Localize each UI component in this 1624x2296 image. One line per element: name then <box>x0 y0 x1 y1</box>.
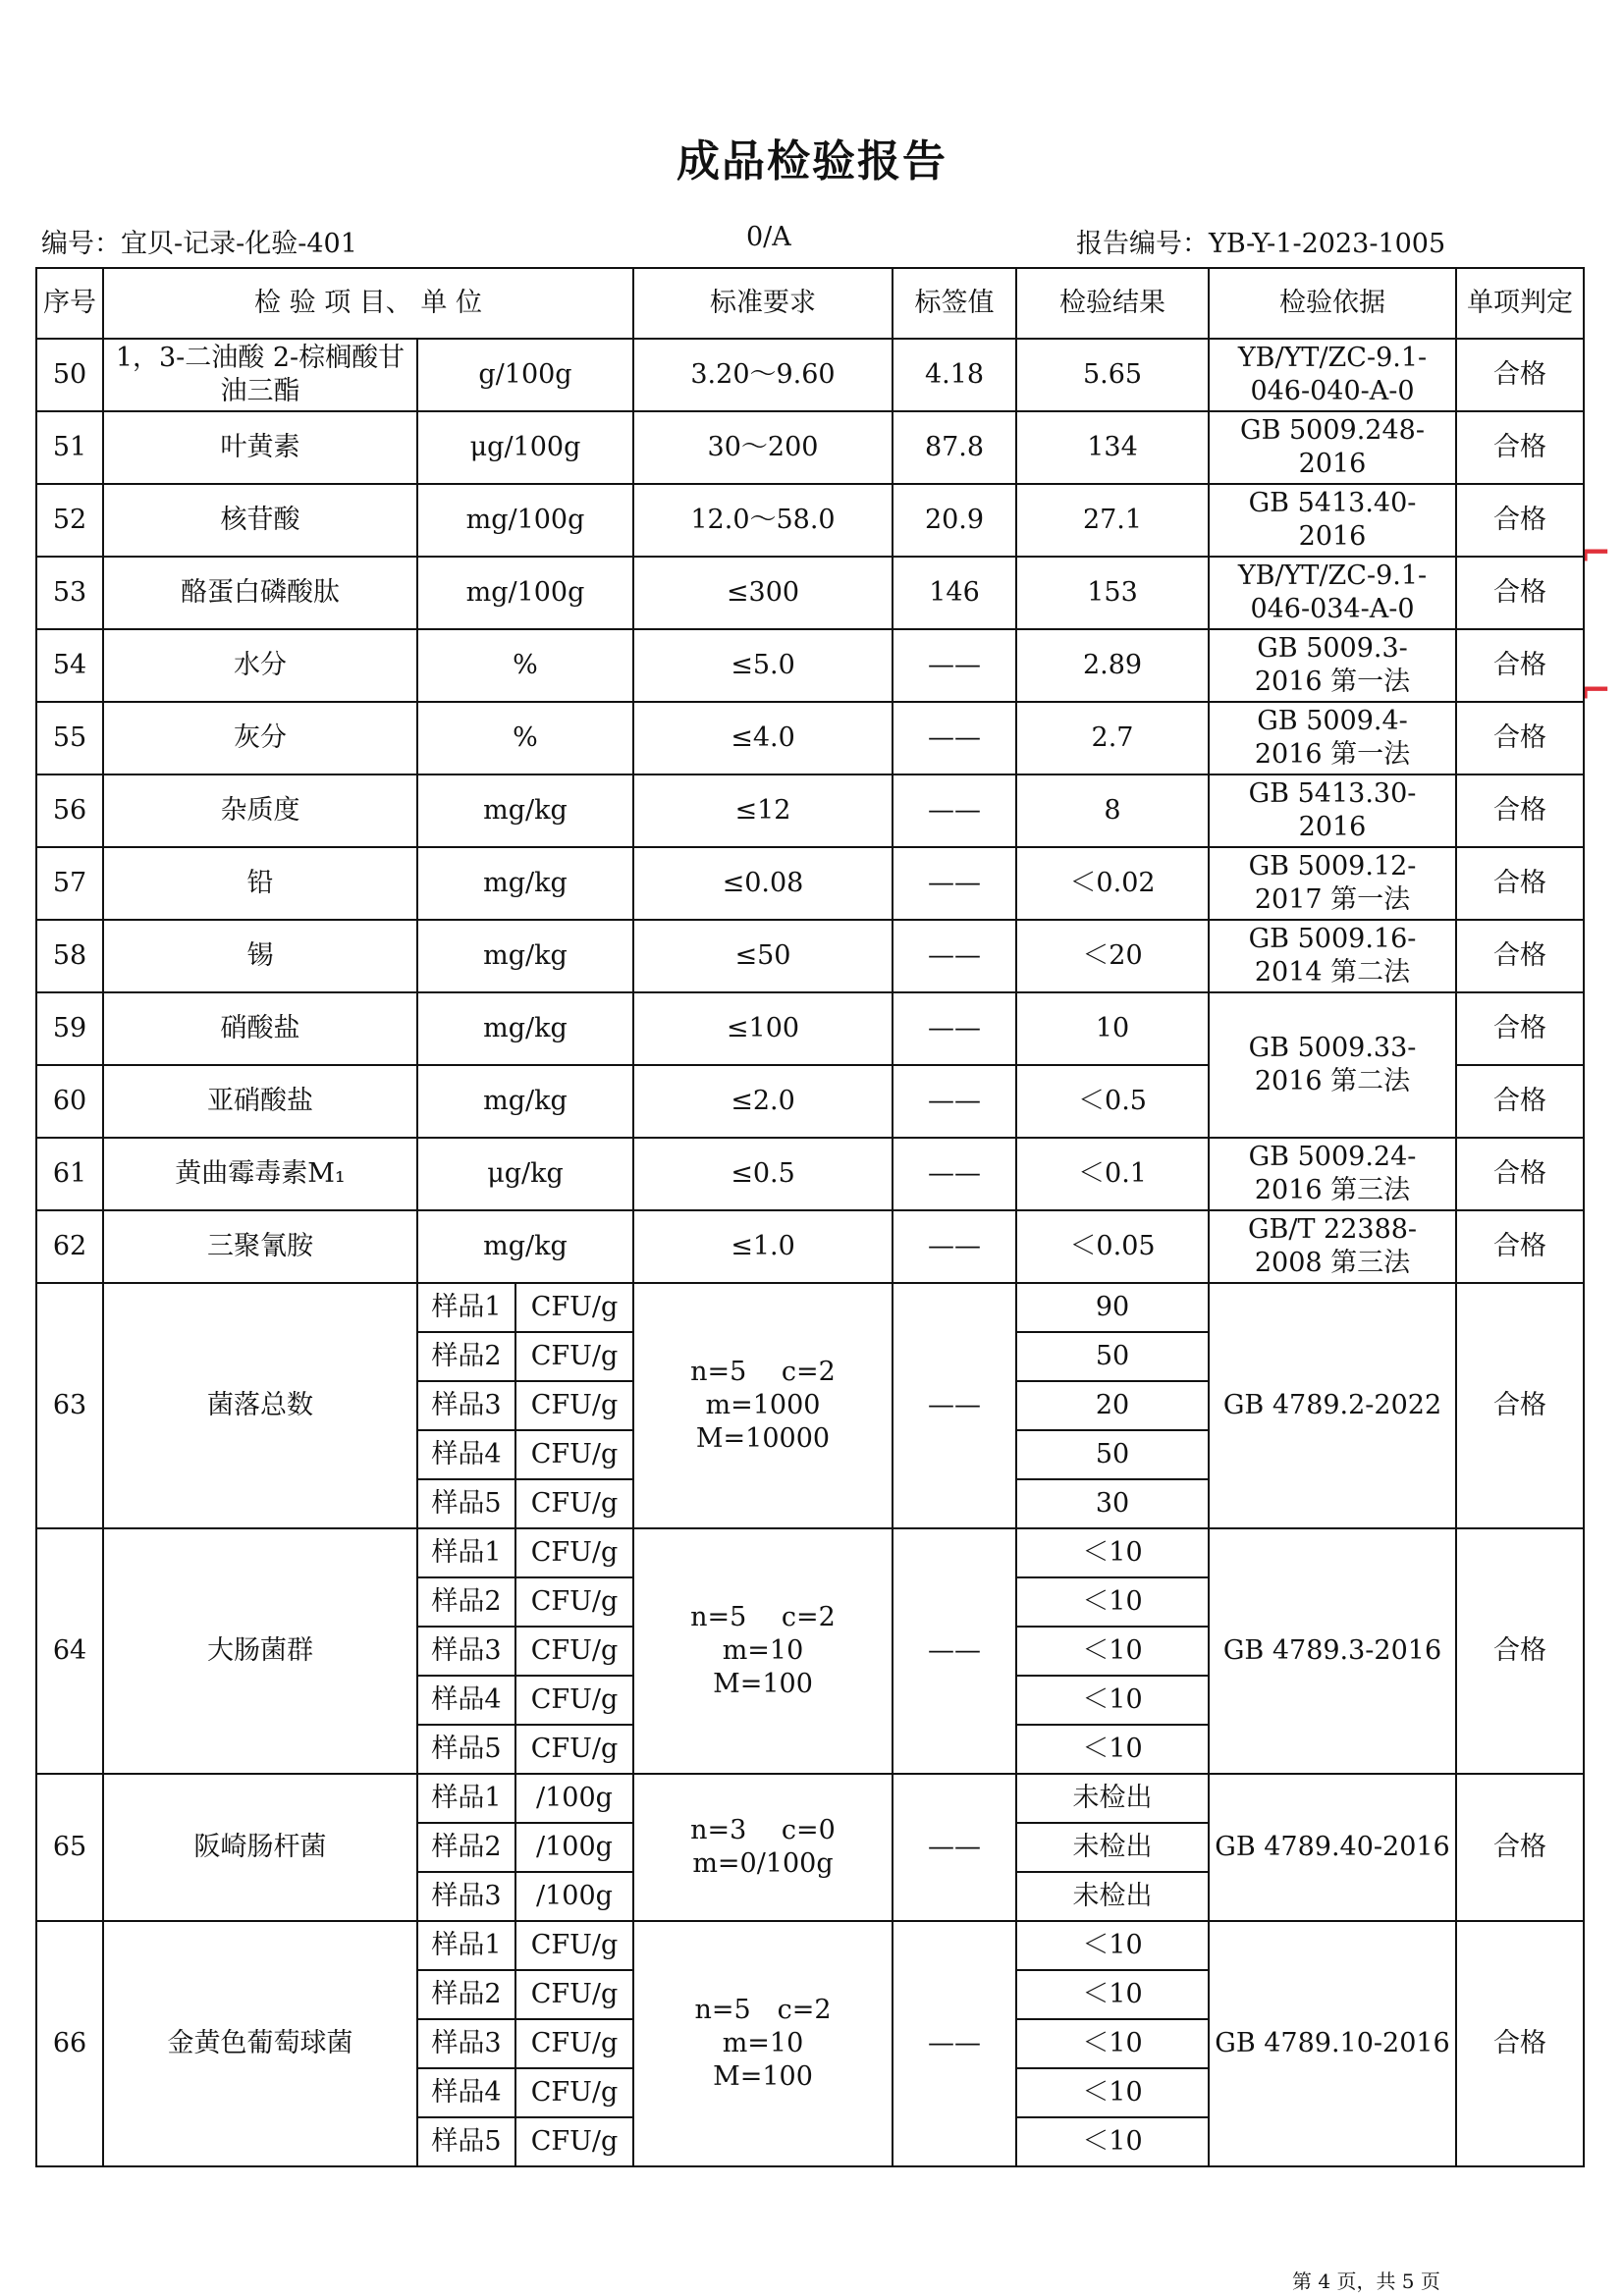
table-row <box>36 629 1584 702</box>
label-value: —— <box>893 1065 1016 1138</box>
item-name: 黄曲霉毒素M₁ <box>103 1138 417 1210</box>
sample-name: 样品1 <box>417 1283 515 1332</box>
item-unit: μg/100g <box>417 411 633 484</box>
standard-value: n=5 c=2 m=10 M=100 <box>633 1528 893 1774</box>
table-row <box>36 484 1584 557</box>
basis-value: GB 5009.248-2016 <box>1209 411 1456 484</box>
basis-value: GB 5009.16-2014 第二法 <box>1209 920 1456 992</box>
sample-name: 样品4 <box>417 2068 515 2117</box>
result-value: 20 <box>1016 1381 1209 1430</box>
row-number: 50 <box>36 339 103 411</box>
judgement: 合格 <box>1456 1210 1584 1283</box>
sample-unit: CFU/g <box>515 1430 633 1479</box>
standard-value: ≤300 <box>633 557 893 629</box>
item-name: 三聚氰胺 <box>103 1210 417 1283</box>
basis-value: GB/T 22388-2008 第三法 <box>1209 1210 1456 1283</box>
table-row <box>36 1774 1584 1823</box>
table-row <box>36 1283 1584 1332</box>
judgement: 合格 <box>1456 1774 1584 1921</box>
sample-name: 样品2 <box>417 1332 515 1381</box>
sample-name: 样品4 <box>417 1676 515 1725</box>
sample-unit: /100g <box>515 1774 633 1823</box>
judgement: 合格 <box>1456 484 1584 557</box>
sample-name: 样品3 <box>417 1872 515 1921</box>
sample-unit: CFU/g <box>515 1479 633 1528</box>
col-basis: 检验依据 <box>1209 268 1456 339</box>
row-number: 52 <box>36 484 103 557</box>
col-item-unit: 检 验 项 目、 单 位 <box>103 268 633 339</box>
basis-value: YB/YT/ZC-9.1-046-040-A-0 <box>1209 339 1456 411</box>
label-value: —— <box>893 702 1016 774</box>
row-number: 64 <box>36 1528 103 1774</box>
standard-value: ≤2.0 <box>633 1065 893 1138</box>
result-value: ＜10 <box>1016 1528 1209 1577</box>
basis-value: GB 5009.3-2016 第一法 <box>1209 629 1456 702</box>
table-row <box>36 847 1584 920</box>
result-value: ＜10 <box>1016 2068 1209 2117</box>
basis-value: GB 5413.30-2016 <box>1209 774 1456 847</box>
header-row <box>36 268 1584 339</box>
result-value: 2.89 <box>1016 629 1209 702</box>
col-standard: 标准要求 <box>633 268 893 339</box>
result-value: 50 <box>1016 1430 1209 1479</box>
page-footer: 第 4 页，共 5 页 <box>1292 2269 1440 2293</box>
sample-unit: CFU/g <box>515 1283 633 1332</box>
item-name: 酪蛋白磷酸肽 <box>103 557 417 629</box>
sample-unit: /100g <box>515 1823 633 1872</box>
basis-value: GB 5009.24-2016 第三法 <box>1209 1138 1456 1210</box>
sample-name: 样品1 <box>417 1528 515 1577</box>
result-value: ＜10 <box>1016 1627 1209 1676</box>
table-row <box>36 1528 1584 1577</box>
item-name: 叶黄素 <box>103 411 417 484</box>
report-title: 成品检验报告 <box>677 136 947 187</box>
item-unit: mg/kg <box>417 847 633 920</box>
table-row <box>36 1210 1584 1283</box>
item-unit: mg/100g <box>417 484 633 557</box>
table-row <box>36 557 1584 629</box>
result-value: ＜10 <box>1016 1577 1209 1627</box>
item-name: 1，3-二油酸 2-棕榈酸甘油三酯 <box>103 339 417 411</box>
judgement: 合格 <box>1456 774 1584 847</box>
item-name: 硝酸盐 <box>103 992 417 1065</box>
table-row <box>36 702 1584 774</box>
standard-value: ≤5.0 <box>633 629 893 702</box>
sample-name: 样品2 <box>417 1970 515 2019</box>
standard-value: 3.20～9.60 <box>633 339 893 411</box>
result-value: ＜0.02 <box>1016 847 1209 920</box>
seal-stamp-fragment: ⌐ <box>1579 530 1612 576</box>
label-value: —— <box>893 1921 1016 2166</box>
standard-value: ≤100 <box>633 992 893 1065</box>
row-number: 59 <box>36 992 103 1065</box>
sample-name: 样品5 <box>417 1725 515 1774</box>
sample-name: 样品5 <box>417 1479 515 1528</box>
item-unit: mg/kg <box>417 1210 633 1283</box>
col-no: 序号 <box>36 268 103 339</box>
sample-name: 样品1 <box>417 1774 515 1823</box>
result-value: 8 <box>1016 774 1209 847</box>
label-value: —— <box>893 1283 1016 1528</box>
report-number: 报告编号：YB-Y-1-2023-1005 <box>1076 229 1446 259</box>
judgement: 合格 <box>1456 557 1584 629</box>
result-value: ＜10 <box>1016 2117 1209 2166</box>
basis-value: GB 4789.2-2022 <box>1209 1283 1456 1528</box>
judgement: 合格 <box>1456 1921 1584 2166</box>
sample-unit: CFU/g <box>515 1921 633 1970</box>
sample-unit: CFU/g <box>515 1676 633 1725</box>
result-value: ＜20 <box>1016 920 1209 992</box>
basis-value: GB 4789.40-2016 <box>1209 1774 1456 1921</box>
table-row <box>36 339 1584 411</box>
basis-value: GB 4789.3-2016 <box>1209 1528 1456 1774</box>
label-value: —— <box>893 992 1016 1065</box>
result-value: ＜0.5 <box>1016 1065 1209 1138</box>
judgement: 合格 <box>1456 1065 1584 1138</box>
sample-unit: CFU/g <box>515 1970 633 2019</box>
item-unit: mg/kg <box>417 920 633 992</box>
record-number: 编号：宜贝-记录-化验-401 <box>41 229 357 259</box>
sample-unit: CFU/g <box>515 1381 633 1430</box>
label-value: —— <box>893 1138 1016 1210</box>
result-value: 27.1 <box>1016 484 1209 557</box>
table-row <box>36 992 1584 1065</box>
label-value: 4.18 <box>893 339 1016 411</box>
row-number: 60 <box>36 1065 103 1138</box>
result-value: 未检出 <box>1016 1872 1209 1921</box>
row-number: 63 <box>36 1283 103 1528</box>
result-value: 未检出 <box>1016 1774 1209 1823</box>
standard-value: ≤0.08 <box>633 847 893 920</box>
item-name: 核苷酸 <box>103 484 417 557</box>
item-name: 水分 <box>103 629 417 702</box>
item-name: 灰分 <box>103 702 417 774</box>
sample-unit: CFU/g <box>515 1528 633 1577</box>
item-name: 铅 <box>103 847 417 920</box>
judgement: 合格 <box>1456 1283 1584 1528</box>
result-value: ＜10 <box>1016 1676 1209 1725</box>
seal-stamp-fragment: ⌐ <box>1579 667 1612 714</box>
sample-name: 样品2 <box>417 1577 515 1627</box>
basis-value: GB 4789.10-2016 <box>1209 1921 1456 2166</box>
basis-value: GB 5009.4-2016 第一法 <box>1209 702 1456 774</box>
sample-unit: CFU/g <box>515 1332 633 1381</box>
result-value: 2.7 <box>1016 702 1209 774</box>
judgement: 合格 <box>1456 629 1584 702</box>
result-value: 134 <box>1016 411 1209 484</box>
judgement: 合格 <box>1456 1528 1584 1774</box>
standard-value: n=5 c=2 m=10 M=100 <box>633 1921 893 2166</box>
row-number: 62 <box>36 1210 103 1283</box>
table-row <box>36 411 1584 484</box>
sample-unit: /100g <box>515 1872 633 1921</box>
item-name: 阪崎肠杆菌 <box>103 1774 417 1921</box>
table-row <box>36 1921 1584 1970</box>
sample-unit: CFU/g <box>515 1627 633 1676</box>
label-value: —— <box>893 847 1016 920</box>
row-number: 54 <box>36 629 103 702</box>
item-unit: mg/100g <box>417 557 633 629</box>
sample-name: 样品3 <box>417 1627 515 1676</box>
label-value: —— <box>893 1528 1016 1774</box>
row-number: 56 <box>36 774 103 847</box>
row-number: 57 <box>36 847 103 920</box>
result-value: 5.65 <box>1016 339 1209 411</box>
standard-value: ≤4.0 <box>633 702 893 774</box>
sample-name: 样品3 <box>417 1381 515 1430</box>
col-label: 标签值 <box>893 268 1016 339</box>
sample-unit: CFU/g <box>515 2019 633 2068</box>
sample-name: 样品1 <box>417 1921 515 1970</box>
standard-value: 12.0～58.0 <box>633 484 893 557</box>
label-value: —— <box>893 774 1016 847</box>
label-value: —— <box>893 629 1016 702</box>
sample-name: 样品2 <box>417 1823 515 1872</box>
item-unit: mg/kg <box>417 774 633 847</box>
label-value: 146 <box>893 557 1016 629</box>
result-value: 10 <box>1016 992 1209 1065</box>
result-value: ＜10 <box>1016 2019 1209 2068</box>
judgement: 合格 <box>1456 992 1584 1065</box>
item-name: 金黄色葡萄球菌 <box>103 1921 417 2166</box>
item-unit: g/100g <box>417 339 633 411</box>
sample-unit: CFU/g <box>515 2068 633 2117</box>
version: 0/A <box>746 222 791 252</box>
label-value: —— <box>893 920 1016 992</box>
standard-value: n=3 c=0 m=0/100g <box>633 1774 893 1921</box>
row-number: 51 <box>36 411 103 484</box>
basis-value: YB/YT/ZC-9.1-046-034-A-0 <box>1209 557 1456 629</box>
result-value: 90 <box>1016 1283 1209 1332</box>
judgement: 合格 <box>1456 847 1584 920</box>
result-value: ＜0.05 <box>1016 1210 1209 1283</box>
row-number: 61 <box>36 1138 103 1210</box>
sample-name: 样品4 <box>417 1430 515 1479</box>
item-name: 杂质度 <box>103 774 417 847</box>
result-value: ＜10 <box>1016 1725 1209 1774</box>
item-unit: mg/kg <box>417 1065 633 1138</box>
basis-value: GB 5413.40-2016 <box>1209 484 1456 557</box>
judgement: 合格 <box>1456 920 1584 992</box>
item-name: 锡 <box>103 920 417 992</box>
result-value: ＜10 <box>1016 1921 1209 1970</box>
result-value: ＜0.1 <box>1016 1138 1209 1210</box>
inspection-table <box>35 267 1585 2167</box>
basis-value: GB 5009.33-2016 第二法 <box>1209 992 1456 1138</box>
item-name: 菌落总数 <box>103 1283 417 1528</box>
result-value: 未检出 <box>1016 1823 1209 1872</box>
sample-name: 样品3 <box>417 2019 515 2068</box>
standard-value: ≤50 <box>633 920 893 992</box>
col-judge: 单项判定 <box>1456 268 1584 339</box>
judgement: 合格 <box>1456 411 1584 484</box>
item-unit: % <box>417 702 633 774</box>
sample-unit: CFU/g <box>515 2117 633 2166</box>
standard-value: ≤0.5 <box>633 1138 893 1210</box>
col-result: 检验结果 <box>1016 268 1209 339</box>
item-unit: mg/kg <box>417 992 633 1065</box>
result-value: ＜10 <box>1016 1970 1209 2019</box>
row-number: 66 <box>36 1921 103 2166</box>
judgement: 合格 <box>1456 702 1584 774</box>
row-number: 58 <box>36 920 103 992</box>
standard-value: ≤1.0 <box>633 1210 893 1283</box>
result-value: 50 <box>1016 1332 1209 1381</box>
sample-unit: CFU/g <box>515 1577 633 1627</box>
sample-unit: CFU/g <box>515 1725 633 1774</box>
table-row <box>36 774 1584 847</box>
label-value: 87.8 <box>893 411 1016 484</box>
sample-name: 样品5 <box>417 2117 515 2166</box>
item-unit: μg/kg <box>417 1138 633 1210</box>
row-number: 55 <box>36 702 103 774</box>
judgement: 合格 <box>1456 339 1584 411</box>
row-number: 65 <box>36 1774 103 1921</box>
standard-value: n=5 c=2 m=1000 M=10000 <box>633 1283 893 1528</box>
row-number: 53 <box>36 557 103 629</box>
label-value: —— <box>893 1210 1016 1283</box>
judgement: 合格 <box>1456 1138 1584 1210</box>
standard-value: ≤12 <box>633 774 893 847</box>
label-value: —— <box>893 1774 1016 1921</box>
result-value: 153 <box>1016 557 1209 629</box>
table-row <box>36 920 1584 992</box>
label-value: 20.9 <box>893 484 1016 557</box>
table-row <box>36 1138 1584 1210</box>
item-name: 亚硝酸盐 <box>103 1065 417 1138</box>
item-unit: % <box>417 629 633 702</box>
basis-value: GB 5009.12-2017 第一法 <box>1209 847 1456 920</box>
item-name: 大肠菌群 <box>103 1528 417 1774</box>
standard-value: 30～200 <box>633 411 893 484</box>
result-value: 30 <box>1016 1479 1209 1528</box>
